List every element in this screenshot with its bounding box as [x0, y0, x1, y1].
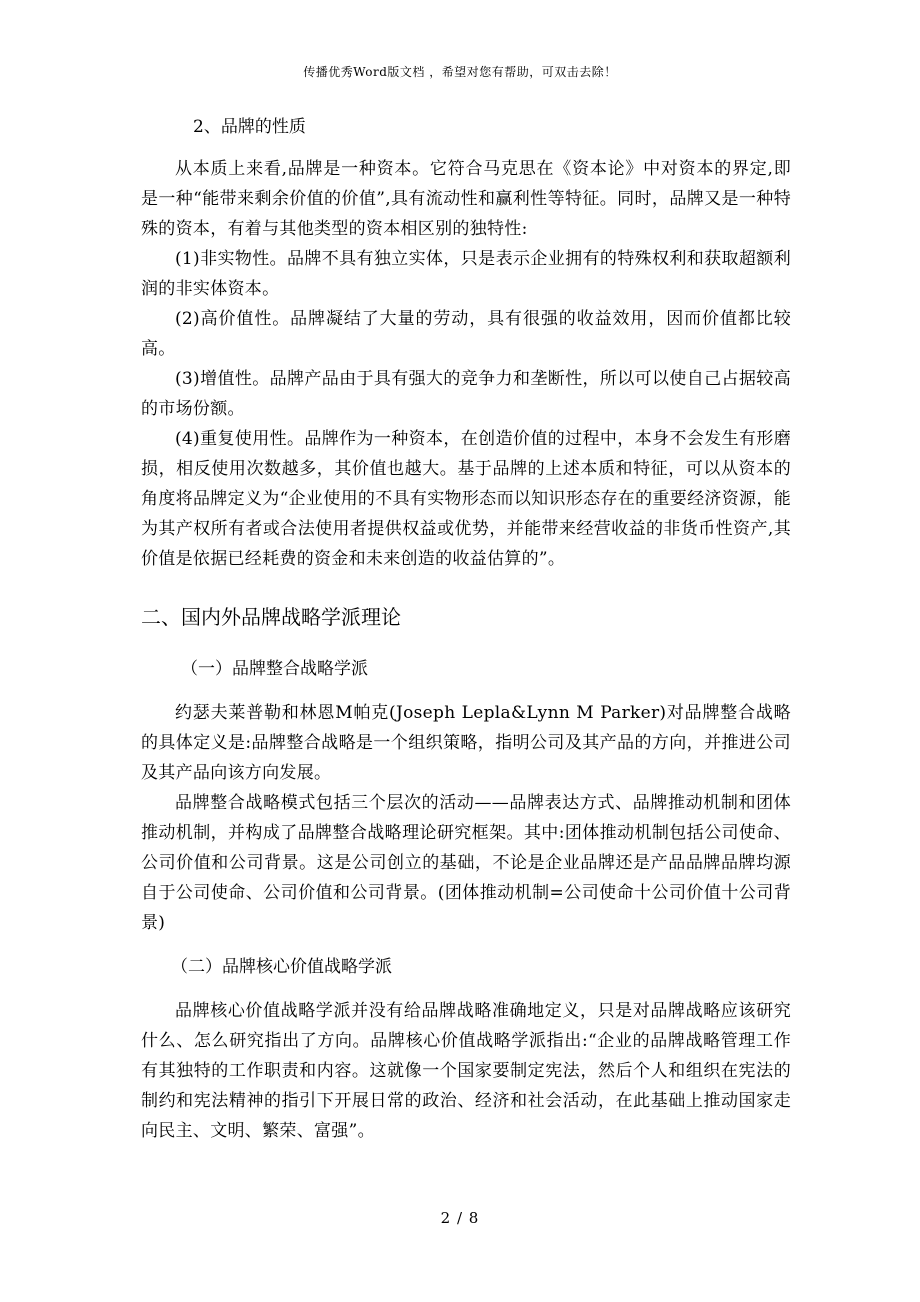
- paragraph-nature-item-3: (3)增值性。品牌产品由于具有强大的竞争力和垄断性，所以可以使自己占据较高的市场份额。: [141, 369, 791, 419]
- paragraph-nature-item-1: (1)非实物性。品牌不具有独立实体，只是表示企业拥有的特殊权利和获取超额利润的非实体资本。: [141, 249, 791, 299]
- paragraph-nature-item-2: (2)高价值性。品牌凝结了大量的劳动，具有很强的收益效用，因而价值都比较高。: [141, 309, 791, 359]
- page-header: 传播优秀Word版文档 ，希望对您有帮助，可双击去除！: [303, 65, 617, 79]
- subsection-title-core-value: （二）品牌核心价值战略学派: [171, 957, 392, 977]
- page-content: [141, 112, 791, 1146]
- section-title-brand-nature: 2、品牌的性质: [193, 117, 306, 137]
- paragraph-nature-intro: 从本质上来看,品牌是一种资本。它符合马克思在《资本论》中对资本的界定,即是一种“能带来剩余价值的价值”,具有流动性和赢利性等特征。同时，品牌又是一种特殊的资本，有着与其他类型的资本相区别的独特性:: [141, 159, 791, 239]
- section-title-brand-strategy-schools: 二、国内外品牌战略学派理论: [141, 605, 401, 629]
- paragraph-integration-1: 约瑟夫莱普勒和林恩M帕克(Joseph Lepla&Lynn M Parker)对品牌整合战略的具体定义是:品牌整合战略是一个组织策略，指明公司及其产品的方向，并推进公司及其产品向该方向发展。: [141, 703, 791, 783]
- paragraph-nature-item-4: (4)重复使用性。品牌作为一种资本，在创造价值的过程中，本身不会发生有形磨损，相反使用次数越多，其价值也越大。基于品牌的上述本质和特征，可以从资本的角度将品牌定义为“企业使用的不具有实物形态而以知识形态存在的重要经济资源，能为其产权所有者或合法使用者提供权益或优势，并能带来经营收益的非货币性资产,其价值是依据已经耗费的资金和未来创造的收益估算的”。: [141, 429, 791, 569]
- subsection-title-integration: （一）品牌整合战略学派: [181, 659, 368, 679]
- page-number: 2 / 8: [440, 1209, 480, 1227]
- paragraph-core-value-1: 品牌核心价值战略学派并没有给品牌战略准确地定义，只是对品牌战略应该研究什么、怎么研究指出了方向。品牌核心价值战略学派指出:“企业的品牌战略管理工作有其独特的工作职责和内容。这就像一个国家要制定宪法，然后个人和组织在宪法的制约和宪法精神的指引下开展日常的政治、经济和社会活动，在此基础上推动国家走向民主、文明、繁荣、富强”。: [141, 1001, 791, 1141]
- paragraph-integration-2: 品牌整合战略模式包括三个层次的活动——品牌表达方式、品牌推动机制和团体推动机制，并构成了品牌整合战略理论研究框架。其中:团体推动机制包括公司使命、公司价值和公司背景。这是公司创立的基础，不论是企业品牌还是产品品牌品牌均源自于公司使命、公司价值和公司背景。(团体推动机制=公司使命十公司价值十公司背景): [141, 793, 791, 933]
